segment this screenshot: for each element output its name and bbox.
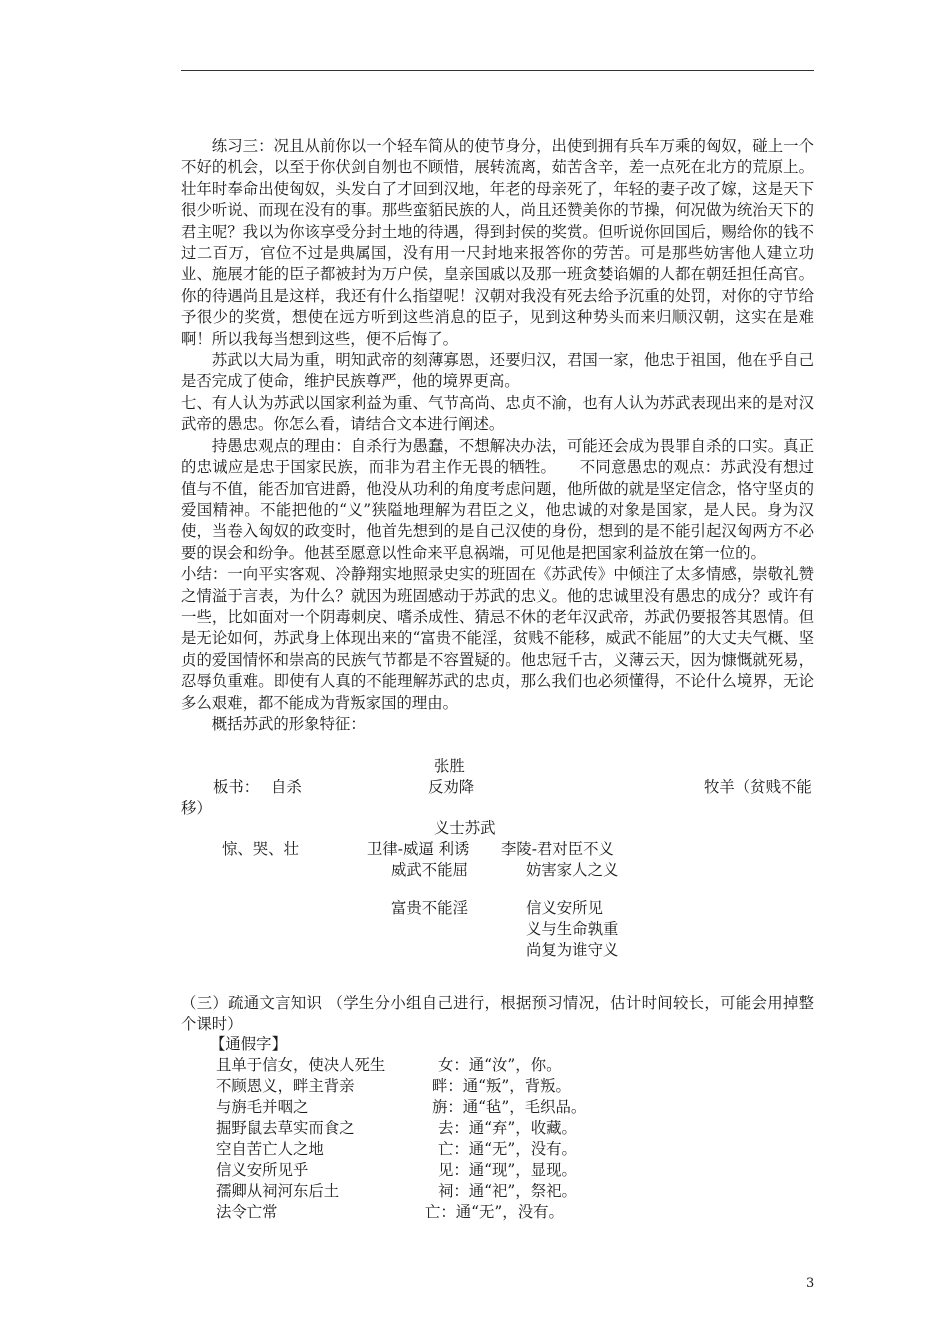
tongjiazi-note: 畔：通“叛”，背叛。 (432, 1077, 571, 1095)
tongjiazi-sentence: 孺卿从祠河东后土 (216, 1182, 340, 1200)
tongjiazi-note: 去：通“弃”，收藏。 (438, 1119, 577, 1137)
tongjiazi-sentence: 不顾恩义，畔主背亲 (216, 1077, 355, 1095)
tongjiazi-sentence: 法令亡常 (216, 1203, 278, 1221)
character-traits-prompt: 概括苏武的形象特征： (211, 714, 366, 733)
tongjiazi-sentence: 信义安所见乎 (216, 1161, 309, 1179)
analysis-paragraph: 苏武以大局为重，明知武帝的刻薄寡恩，还要归汉，君国一家，他忠于祖国，他在乎自己是否完成了使命，维护民族尊严，他的境界更高。 (181, 351, 814, 391)
board-weilv: 卫律-威逼 利诱 (367, 840, 470, 858)
board-muyang: 牧羊（贫贱不能 (704, 778, 812, 796)
page-number: 3 (806, 1276, 815, 1291)
board-fanghai: 妨害家人之义 (526, 861, 619, 879)
question-seven: 七、有人认为苏武以国家利益为重、气节高尚、忠贞不渝，也有人认为苏武表现出来的是对汉武帝的愚忠。你怎么看，请结合文本进行阐述。 (181, 393, 814, 434)
tongjiazi-note: 祠：通“祀”，祭祀。 (438, 1182, 577, 1200)
summary-paragraph: 小结：一向平实客观、冷静翔实地照录史实的班固在《苏武传》中倾注了太多情感，崇敬礼赞之情溢于言表，为什么？就因为班固感动于苏武的忠义。他的忠诚里没有愚忠的成分？或许有一些，比如面对一个阴毒刺戾、嗜杀成性、猜忌不休的老年汉武帝，苏武仍要报答其恩情。但是无论如何，苏武身上体现出来的“富贵不能淫，贫贱不能移，威武不能屈”的大丈夫气概、坚贞的爱国情怀和崇高的民族气节都是不容置疑的。他忠冠千古，义薄云天，因为慷慨就死易，忍辱负重难。即使有人真的不能理解苏武的忠贞，那么我们也必须懂得，不论什么境界，无论多么艰难，都不能成为背叛家国的理由。 (181, 565, 814, 712)
board-fugui: 富贵不能淫 (391, 899, 468, 917)
board-yi: 移） (181, 799, 212, 817)
tongjiazi-sentence: 空自苦亡人之地 (216, 1140, 324, 1158)
board-label: 板书： (213, 778, 260, 796)
board-shangfu: 尚复为谁守义 (526, 941, 619, 959)
tongjiazi-title: 【通假字】 (210, 1035, 287, 1053)
board-yishi: 义士苏武 (434, 819, 496, 837)
tongjiazi-note: 旃：通“毡”，毛织品。 (432, 1098, 587, 1116)
main-text (181, 136, 814, 735)
tongjiazi-note: 女：通“汝”，你。 (438, 1056, 562, 1074)
exercise-three-paragraph: 练习三：况且从前你以一个轻车简从的使节身分，出使到拥有兵车万乘的匈奴，碰上一个不好的机会，以至于你伏剑自刎也不顾惜，展转流离，茹苦含辛，差一点死在北方的荒原上。壮年时奉命出使匈奴，头发白了才回到汉地，年老的母亲死了，年轻的妻子改了嫁，这是天下很少听说、而现在没有的事。那些蛮貊民族的人，尚且还赞美你的节操，何况做为统治天下的君主呢？我以为你该享受分封土地的待遇，得到封侯的奖赏。但听说你回国后，赐给你的钱不过二百万，官位不过是典属国，没有用一尺封地来报答你的劳苦。可是那些妨害他人建立功业、施展才能的臣子都被封为万户侯，皇亲国戚以及那一班贪婪谄媚的人都在朝廷担任高官。你的待遇尚且是这样，我还有什么指望呢！汉朝对我没有死去给予沉重的处罚，对你的守节给予很少的奖赏，想使在远方听到这些消息的臣子，见到这种势头而来归顺汉朝，这实在是难啊！所以我每当想到这些，便不后悔了。 (181, 137, 814, 348)
tongjiazi-note: 亡：通“无”，没有。 (425, 1203, 564, 1221)
section-three-heading: （三）疏通文言知识 （学生分小组自己进行，根据预习情况，估计时间较长，可能会用掉整个课时） (181, 994, 814, 1033)
board-xinyi: 信义安所见 (526, 899, 603, 917)
answer-paragraph: 持愚忠观点的理由：自杀行为愚蠢，不想解决办法，可能还会成为畏罪自杀的口实。真正的忠诚应是忠于国家民族，而非为君主作无畏的牺牲。 不同意愚忠的观点：苏武没有想过值与不值，能否加官进爵，他没从功利的角度考虑问题，他所做的就是坚定信念，恪守坚贞的爱国精神。不能把他的“义”狭隘地理解为君臣之义，他忠诚的对象是国家，是人民。身为汉使，当卷入匈奴的政变时，他首先想到的是自己汉使的身份，想到的是不能引起汉匈两方不必要的误会和纷争。他甚至愿意以性命来平息祸端，可见他是把国家利益放在第一位的。 (181, 436, 814, 562)
tongjiazi-sentence: 与旃毛并咽之 (216, 1098, 309, 1116)
board-fanquanxiang: 反劝降 (428, 778, 475, 796)
board-yishengming: 义与生命孰重 (526, 920, 619, 938)
tongjiazi-note: 见：通“现”，显现。 (438, 1161, 577, 1179)
board-jing: 惊、哭、壮 (222, 840, 299, 858)
header-rule (181, 70, 814, 71)
board-zhangsheng: 张胜 (434, 757, 465, 775)
board-zisha: 自杀 (271, 778, 302, 796)
tongjiazi-sentence: 且单于信女，使决人死生 (216, 1056, 386, 1074)
board-weiwu: 威武不能屈 (391, 861, 468, 879)
tongjiazi-sentence: 掘野鼠去草实而食之 (216, 1119, 355, 1137)
tongjiazi-note: 亡：通“无”，没有。 (438, 1140, 577, 1158)
board-liling: 李陵-君对臣不义 (501, 840, 614, 858)
